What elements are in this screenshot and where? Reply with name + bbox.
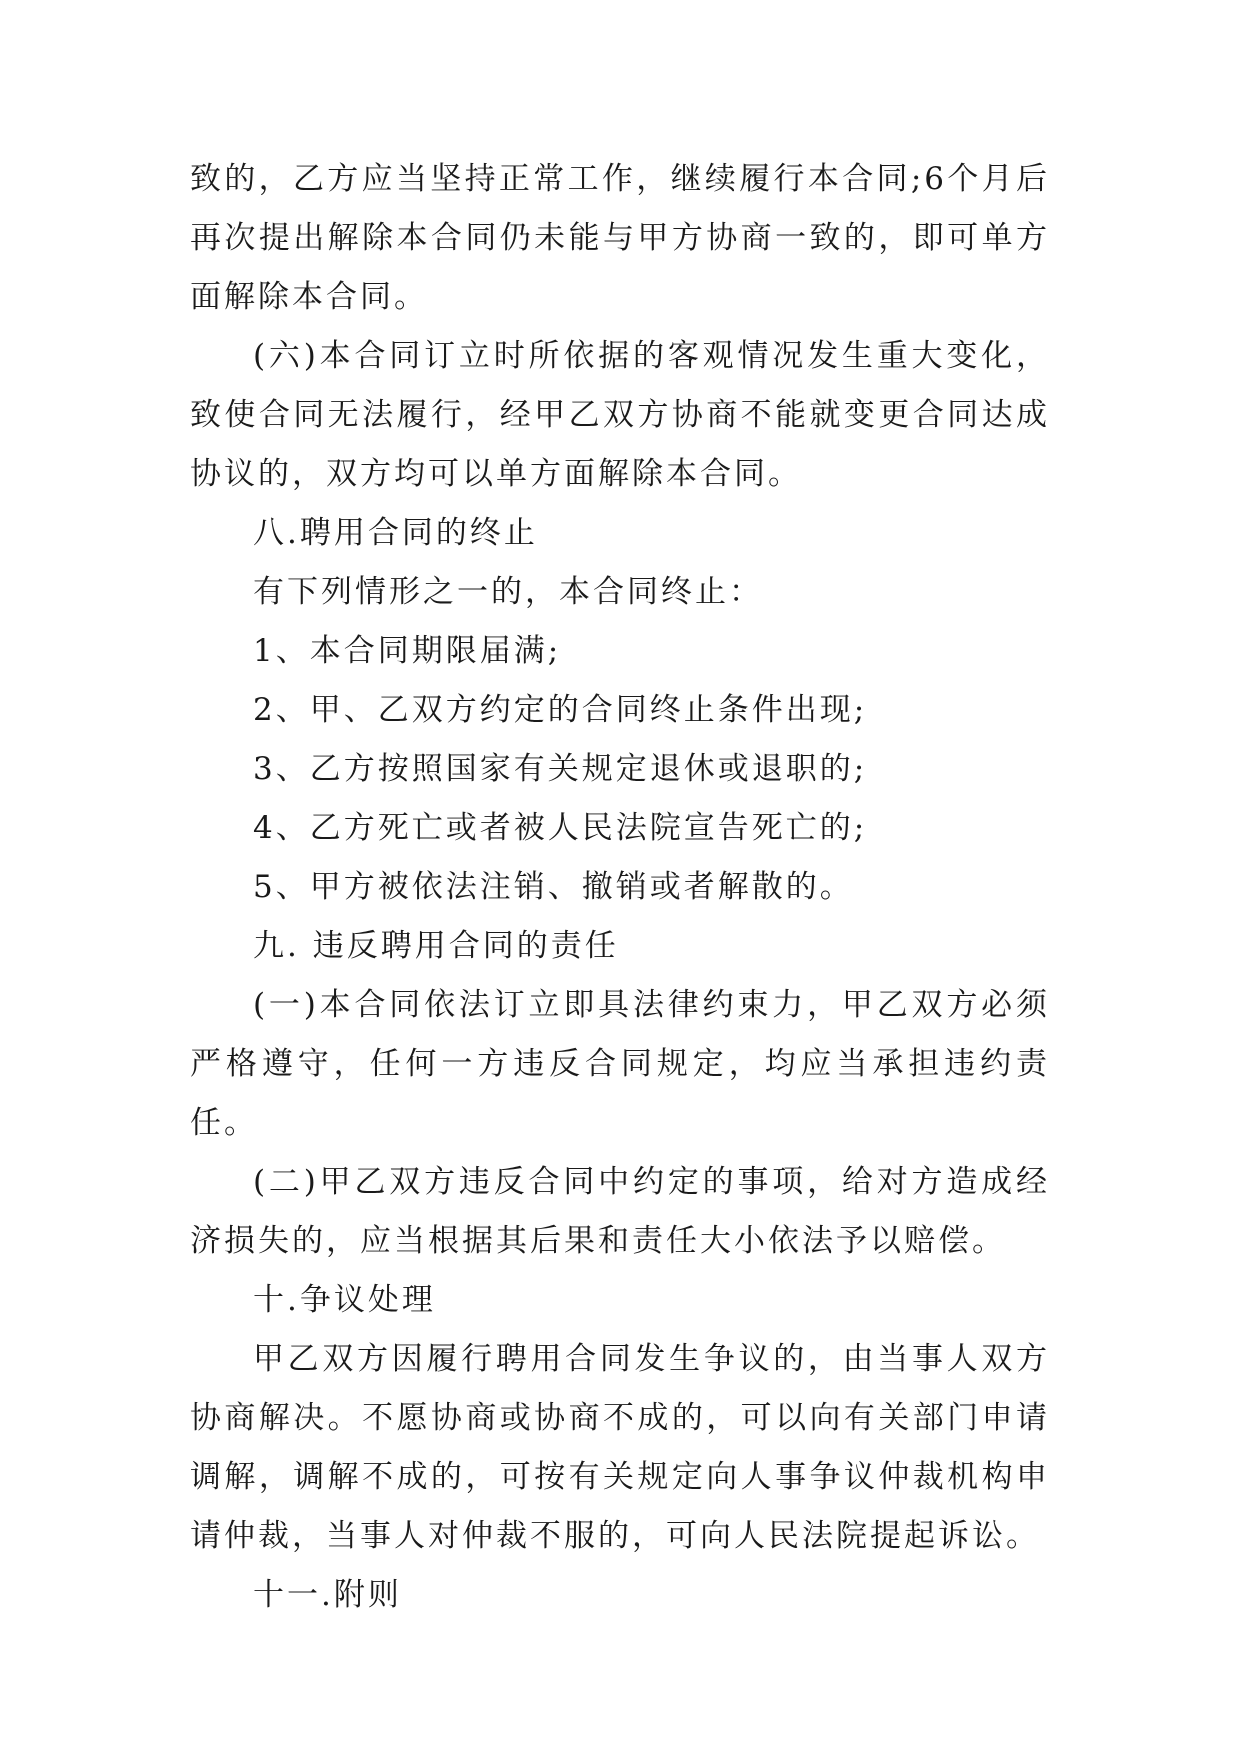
list-item-2: 2、甲、乙双方约定的合同终止条件出现; [253,692,868,728]
list-item-1: 1、本合同期限届满; [253,633,562,669]
paragraph-termination-intro: 有下列情形之一的，本合同终止： [253,574,763,610]
paragraph-liability-2: (二)甲乙双方违反合同中约定的事项，给对方造成经济损失的，应当根据其后果和责任大小依法予以赔偿。 [190,1164,1050,1259]
paragraph-clause-6: (六)本合同订立时所依据的客观情况发生重大变化，致使合同无法履行，经甲乙双方协商不能就变更合同达成协议的，双方均可以单方面解除本合同。 [190,338,1050,492]
document-body [190,150,1050,1625]
section-heading-10: 十.争议处理 [253,1282,436,1318]
paragraph-liability-1: (一)本合同依法订立即具法律约束力，甲乙双方必须严格遵守，任何一方违反合同规定，均应当承担违约责任。 [190,987,1050,1141]
list-item-3: 3、乙方按照国家有关规定退休或退职的; [253,751,868,787]
paragraph-continuation: 致的，乙方应当坚持正常工作，继续履行本合同;6个月后再次提出解除本合同仍未能与甲方协商一致的，即可单方面解除本合同。 [190,161,1050,315]
section-heading-8: 八.聘用合同的终止 [253,515,538,551]
paragraph-dispute: 甲乙双方因履行聘用合同发生争议的，由当事人双方协商解决。不愿协商或协商不成的，可以向有关部门申请调解，调解不成的，可按有关规定向人事争议仲裁机构申请仲裁，当事人对仲裁不服的，可向人民法院提起诉讼。 [190,1341,1050,1554]
list-item-5: 5、甲方被依法注销、撤销或者解散的。 [253,869,854,905]
section-heading-11: 十一.附则 [253,1577,402,1613]
list-item-4: 4、乙方死亡或者被人民法院宣告死亡的; [253,810,868,846]
section-heading-9: 九. 违反聘用合同的责任 [253,928,619,964]
